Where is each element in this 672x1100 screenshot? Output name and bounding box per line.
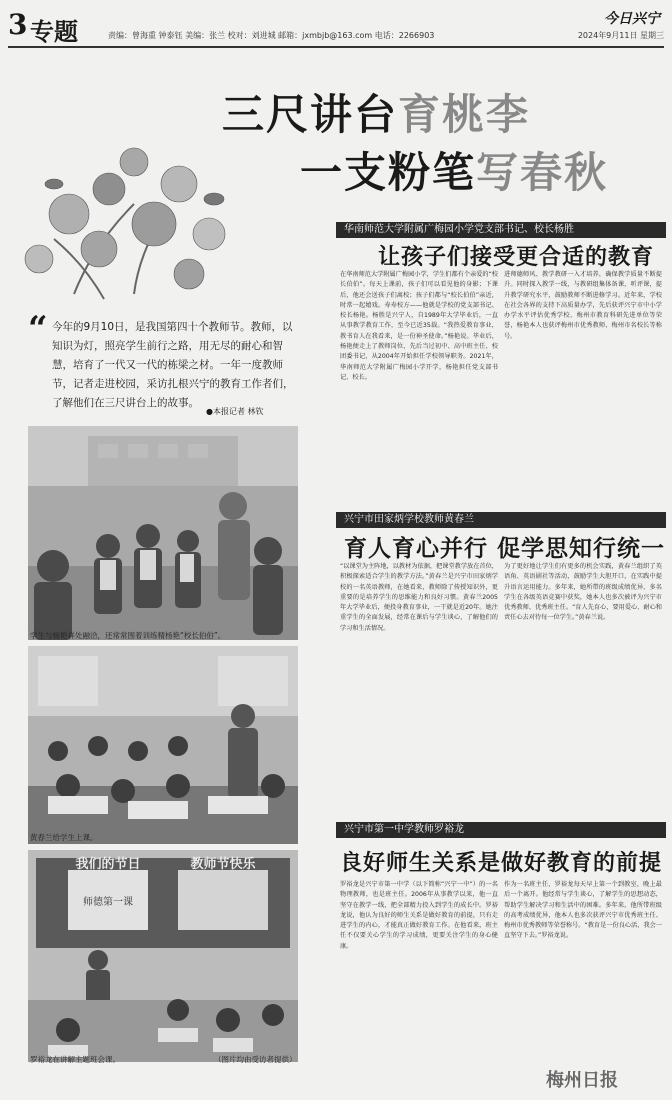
article-2-bar: 兴宁市田家炳学校教师黄春兰 <box>336 512 666 528</box>
article-1-bar: 华南师范大学附属广梅园小学党支部书记、校长杨胜 <box>336 222 666 238</box>
intro-text: 今年的9月10日，是我国第四十个教师节。教师，以知识为灯，照亮学生前行之路，用无尽的耐心和智慧，培育了一代又一代的栋梁之材。一年一度教师节，记者走进校园，采访扎根兴宁的教育工作者们，了解他们在三尺讲台上的故事。 <box>52 321 294 409</box>
article-1-column-2: 进师德师风、教学教研一入才培养，确保教学质量不断提升。同时探入教学一线，与教研组集体备课，听评课，提升教学研究水平，鼓励教师不断进修学习。近年来，学校在社会各界的支持下高质量办学，先后获评兴宁市中小学办学水平评估优秀学校、梅州市教育科研先进单位等荣誉，杨艳本人也获评梅州市优秀教师、梅州市名校长等称号。 <box>504 271 662 340</box>
dateline: 2024年9月11日 星期三 <box>577 31 664 40</box>
newspaper-logo: 梅州日报 <box>546 1070 618 1091</box>
photo-caption-1: 学生与杨艳祥处融洽，还常常围着训练精杨艳“校长伯伯”。 <box>30 631 226 640</box>
title-line-1-plain: 三尺讲台 <box>222 90 399 139</box>
blackboard-right-text: 教师节快乐 <box>190 857 256 872</box>
carnation-flowers-illustration <box>14 144 244 304</box>
article-2-column-2: 为了更好地让学生们有更多的机会实践，黄春兰组织了英语角、英语剧社等活动，鼓励学生大胆开口，在实践中提升语言运用能力。多年来，她所带的班级成绩优异，多名学生在各级英语竞赛中获奖，她本人也多次被评为兴宁市优秀教师、优秀班主任。“育人先育心，要用爱心、耐心和责任心去对待每一位学生。”黄春兰说。 <box>504 563 662 622</box>
page-header <box>8 6 664 48</box>
photo-english-class <box>28 646 298 844</box>
photo-class-meeting <box>28 850 298 1062</box>
photo-caption-2: 黄春兰给学生上课。 <box>30 833 98 842</box>
title-line-2 <box>300 140 608 200</box>
editor-credits: 责编：曾海重 钟泰钰 美编：张兰 校对：刘进城 邮箱：jxmbjb@163.com 电话：2266903 <box>108 31 435 40</box>
title-line-1 <box>222 82 530 142</box>
article-3-headline: 良好师生关系是做好教育的前提 <box>340 850 663 876</box>
blackboard-center-text: 师德第一课 <box>83 897 133 908</box>
article-1-headline: 让孩子们接受更合适的教育 <box>378 244 655 270</box>
photo-principal-with-students <box>28 426 298 640</box>
article-2-headline: 育人育心并行 促学思知行统一 <box>344 535 666 562</box>
intro-box <box>26 309 294 422</box>
article-1-column-1: 在华南师范大学附属广梅园小学，学生们都有个亲爱的“校长伯伯”。每天上课前，孩子们可以看见他的身影；下课后，他还会送孩子们离校；孩子们都与“校长伯伯”亲近，时常一起嬉戏。寿寿校方——他就是学校的党支部书记、校长杨艳。杨胜是兴宁人，自1989年大学毕业后，一直从事教学教育工作，至今已近35载。“我热爱教育事业，教书育人在我看来，是一份神圣使命。”杨艳说。毕业后，杨艳便走上了教师岗位，先后当过初中、高中班主任、校团委书记，从2004年开始担任学校领导职务。2021年，华南师范大学附属广梅园小学开学，杨艳担任党支部书记、校长。 <box>340 271 498 381</box>
article-2-column-1: “以课堂为主阵地，以教材为依据，把课堂教学放在首位，积极探索适合学生的教学方法。”黄春兰是兴宁市田家炳学校的一名英语教师，在她看来，教师除了传授知识外，更重要的是培养学生的思维能力和良好习惯。黄春兰2005年大学毕业后，便投身教育事业，一干就是近20年。她注重学生的全面发展，经常在课后与学生谈心，了解他们的学习和生活情况。 <box>340 563 498 632</box>
page-number: 3 <box>8 8 28 41</box>
article-3-bar: 兴宁市第一中学教师罗裕龙 <box>336 822 666 838</box>
photo-caption-3-credit: （图片均由受访者提供） <box>214 1055 297 1064</box>
reporter-byline: ●本报记者 林钦 <box>206 407 264 416</box>
photo-caption-3: 罗裕龙在讲解主题班会课。 <box>30 1055 120 1064</box>
section-title: 专题 <box>30 17 78 46</box>
title-line-1-highlight: 育桃李 <box>398 90 531 139</box>
article-3-column-2: 作为一名班主任，罗裕龙每天早上第一个到教室，晚上最后一个离开。他经常与学生谈心，了解学生的思想动态，帮助学生解决学习和生活中的困难。多年来，他所带班级的高考成绩优异，他本人也多次获评兴宁市优秀班主任、梅州市优秀教师等荣誉称号。“教育是一份良心活，我会一直坚守下去。”罗裕龙说。 <box>504 881 662 940</box>
title-line-2-highlight: 写春秋 <box>476 148 609 197</box>
article-3-column-1: 罗裕龙是兴宁市第一中学（以下简称“兴宁一中”）的一名物理教师，也是班主任。2006年从事教学以来，他一直坚守在教学一线，把全部精力投入到学生的成长中。罗裕龙说，他认为良好的师生关系是做好教育的前提，只有走进学生的内心，才能真正做好教育工作。在他看来，班主任不仅要关心学生的学习成绩，更要关注学生的身心健康。 <box>340 881 498 950</box>
title-line-2-plain: 一支粉笔 <box>300 148 477 197</box>
quote-mark-icon: “ <box>28 309 48 349</box>
masthead: 今日兴宁 <box>604 11 660 27</box>
blackboard-left-text: 我们的节日 <box>75 857 141 872</box>
